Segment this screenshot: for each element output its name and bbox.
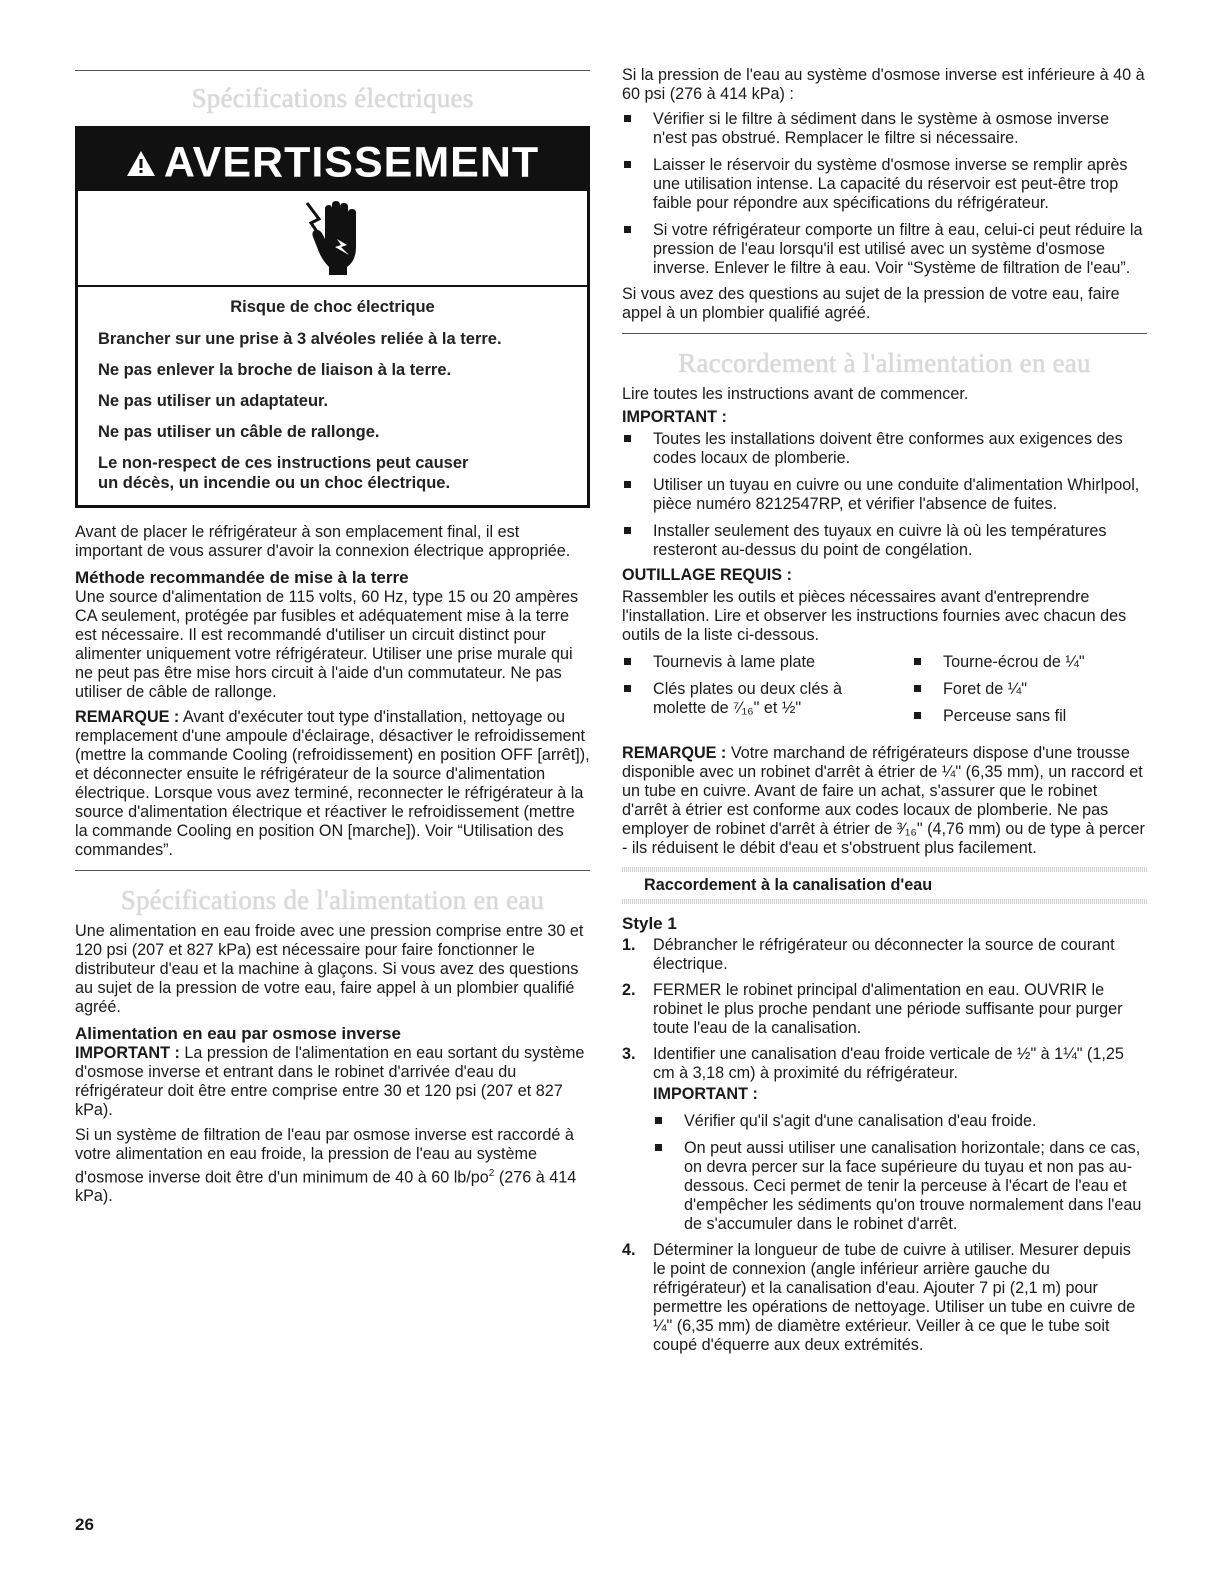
- ro-text-part: Si un système de filtration de l'eau par osmose inverse est raccordé à votre alimentation en eau froide, la pression de l'eau au système d'osmose inverse doit être d'un minimum de 40 à 60 lb/po: [75, 1126, 574, 1187]
- step-item: [622, 936, 1147, 974]
- top-rule-left: [75, 70, 590, 71]
- list-item: Vérifier qu'il s'agit d'une canalisation d'eau froide.: [653, 1112, 1147, 1131]
- note-label: REMARQUE :: [75, 708, 180, 726]
- section-rule: [75, 870, 590, 871]
- section-title-water-supply: Spécifications de l'alimentation en eau: [120, 885, 545, 915]
- step-item: [622, 981, 1147, 1038]
- step-text: FERMER le robinet principal d'alimentation en eau. OUVRIR le robinet le plus proche pendant une période suffisante pour purger toute l'eau de la canalisation.: [653, 981, 1123, 1037]
- shock-hazard-area: [78, 191, 587, 287]
- section-title-electrical: Spécifications électriques: [191, 83, 474, 113]
- ro-text-superscript: 2: [488, 1168, 495, 1179]
- note-text: Avant d'exécuter tout type d'installation, nettoyage ou remplacement d'une ampoule d'éclairage, désactiver le refroidissement (mettre la commande Cooling (refroidissement) en position OFF [arrêt]), et déconnecter ensuite le réfrigérateur de la source d'alimentation électrique. Lorsque vous avez terminé, reconnecter le réfrigérateur à la source d'alimentation électrique et réactiver le refroidissement (mettre la commande Cooling en position ON [marche]). Voir “Utilisation des commandes”.: [75, 708, 590, 859]
- section-rule: [622, 333, 1147, 334]
- electrical-note: [75, 708, 590, 860]
- tools-list: [622, 653, 1147, 726]
- warning-line: Ne pas enlever la broche de liaison à la terre.: [98, 361, 452, 379]
- right-column: [622, 66, 1147, 1355]
- step3-important-label: IMPORTANT :: [653, 1085, 758, 1103]
- reverse-osmosis-heading: Alimentation en eau par osmose inverse: [75, 1024, 401, 1043]
- list-item: Toutes les installations doivent être conformes aux exigences des codes locaux de plomberie.: [622, 430, 1147, 468]
- electric-shock-hand-icon: [303, 199, 363, 284]
- warning-line: Brancher sur une prise à 3 alvéoles reliée à la terre.: [98, 330, 502, 348]
- pressure-outro: Si vous avez des questions au sujet de la pression de votre eau, faire appel à un plombier qualifié agréé.: [622, 285, 1120, 322]
- ro-text-part: (276 à 414 kPa).: [75, 1168, 577, 1206]
- step-text: Débrancher le réfrigérateur ou déconnecter la source de courant électrique.: [653, 936, 1115, 973]
- note-label: REMARQUE :: [622, 744, 727, 762]
- warning-line: un décès, un incendie ou un choc électrique.: [98, 474, 451, 492]
- grounding-text: Une source d'alimentation de 115 volts, 60 Hz, type 15 ou 20 ampères CA seulement, protégée par fusibles et adéquatement mise à la terre est nécessaire. Il est recommandé d'utiliser un circuit distinct pour alimenter uniquement votre réfrigérateur. Utiliser une prise murale qui ne peut pas être mise hors circuit à l'aide d'un commutateur. Ne pas utiliser de câble de rallonge.: [75, 588, 579, 701]
- step-text: Déterminer la longueur de tube de cuivre à utiliser. Mesurer depuis le point de connexion (angle inférieur arrière gauche du réfrigérateur) et la canalisation d'eau. Ajouter 7 pi (2,1 m) pour permettre les opérations de nettoyage. Utiliser un tube en cuivre de ¼" (6,35 mm) de diamètre extérieur. Veiller à ce que le tube soit coupé d'équerre aux deux extrémités.: [653, 1241, 1136, 1354]
- step-text: Identifier une canalisation d'eau froide verticale de ½" à 1¼" (1,25 cm à 3,18 cm) à proximité du réfrigérateur.: [653, 1045, 1124, 1082]
- step-number: 3.: [622, 1045, 636, 1063]
- kit-note: [622, 744, 1147, 858]
- left-column: [75, 70, 590, 1206]
- read-instructions: Lire toutes les instructions avant de commencer.: [622, 385, 969, 403]
- tools-label: OUTILLAGE REQUIS :: [622, 566, 792, 584]
- page-number: 26: [75, 1515, 94, 1534]
- warning-header: [78, 129, 587, 191]
- important-label: IMPORTANT :: [622, 408, 727, 426]
- electrical-intro: Avant de placer le réfrigérateur à son emplacement final, il est important de vous assurer d'avoir la connexion électrique appropriée.: [75, 523, 571, 560]
- list-item: Utiliser un tuyau en cuivre ou une conduite d'alimentation Whirlpool, pièce numéro 8212547RP, et vérifier l'absence de fuites.: [622, 476, 1147, 514]
- subsection-stripe: [622, 867, 1147, 872]
- list-item: Clés plates ou deux clés à molette de ⁷⁄₁₆" et ½": [622, 680, 912, 718]
- tools-list-left: [622, 653, 912, 726]
- connection-heading: Raccordement à la canalisation d'eau: [644, 876, 933, 894]
- warning-header-text: AVERTISSEMENT: [163, 138, 540, 187]
- list-item: Installer seulement des tuyaux en cuivre là où les températures resteront au-dessus du point de congélation.: [622, 522, 1147, 560]
- style-heading: Style 1: [622, 914, 677, 933]
- step-item: [622, 1045, 1147, 1234]
- step-item: [622, 1241, 1147, 1355]
- step-number: 4.: [622, 1241, 636, 1259]
- warning-box: [75, 126, 590, 508]
- tools-intro: Rassembler les outils et pièces nécessaires avant d'entreprendre l'installation. Lire et observer les instructions fournies avec chacun des outils de la liste ci-dessous.: [622, 588, 1127, 644]
- list-item: Tourne-écrou de ¼": [912, 653, 1147, 672]
- note-text: Votre marchand de réfrigérateurs dispose d'une trousse disponible avec un robinet d'arrêt à étrier de ¼" (6,35 mm), un raccord et un tube en cuivre. Avant de faire un achat, s'assurer que le robinet d'arrêt à étrier est conforme aux codes locaux de plomberie. Ne pas employer de robinet d'arrêt à étrier de ³⁄₁₆" (4,76 mm) ou de type à percer - ils réduisent le débit d'eau et s'obstruent plus facilement.: [622, 744, 1145, 857]
- list-item: Laisser le réservoir du système d'osmose inverse se remplir après une utilisation intense. La capacité du réservoir est peut-être trop faible pour répondre aux spécifications du réfrigérateur.: [622, 156, 1147, 213]
- pressure-bullet-list: [622, 110, 1147, 278]
- warning-line-title: Risque de choc électrique: [230, 298, 435, 316]
- step-number: 2.: [622, 981, 636, 999]
- reverse-osmosis-important: [75, 1044, 590, 1120]
- important-bullet-list: [622, 430, 1147, 560]
- tools-list-right: [912, 653, 1147, 726]
- steps-list: [622, 936, 1147, 1355]
- step-number: 1.: [622, 936, 636, 954]
- list-item: Perceuse sans fil: [912, 707, 1147, 726]
- important-text: La pression de l'alimentation en eau sortant du système d'osmose inverse et entrant dans le robinet d'arrivée d'eau du réfrigérateur doit être entre comprise entre 30 et 120 psi (207 et 827 kPa).: [75, 1044, 585, 1119]
- list-item: Foret de ¼": [912, 680, 1147, 699]
- subsection-stripe: [622, 899, 1147, 904]
- warning-text: [78, 287, 587, 505]
- list-item: Si votre réfrigérateur comporte un filtre à eau, celui-ci peut réduire la pression de l'eau lorsqu'il est utilisé avec un système d'osmose inverse. Enlever le filtre à eau. Voir “Système de filtration de l'eau”.: [622, 221, 1147, 278]
- warning-line: Le non-respect de ces instructions peut causer: [98, 454, 469, 472]
- warning-line: Ne pas utiliser un adaptateur.: [98, 392, 329, 410]
- reverse-osmosis-text: [75, 1126, 590, 1206]
- water-supply-text: Une alimentation en eau froide avec une pression comprise entre 30 et 120 psi (207 et 827 kPa) est nécessaire pour faire fonctionner le distributeur d'eau et la machine à glaçons. Si vous avez des questions au sujet de la pression de votre eau, faire appel à un plombier qualifié agréé.: [75, 922, 584, 1016]
- section-title-water-connection: Raccordement à l'alimentation en eau: [678, 348, 1091, 378]
- pressure-intro: Si la pression de l'eau au système d'osmose inverse est inférieure à 40 à 60 psi (276 à 414 kPa) :: [622, 66, 1145, 103]
- list-item: Vérifier si le filtre à sédiment dans le système à osmose inverse n'est pas obstrué. Remplacer le filtre si nécessaire.: [622, 110, 1147, 148]
- warning-triangle-icon: [126, 132, 156, 194]
- warning-line: Ne pas utiliser un câble de rallonge.: [98, 423, 380, 441]
- list-item: On peut aussi utiliser une canalisation horizontale; dans ce cas, on devra percer sur la face supérieure du tuyau et non pas au-dessous. Ceci permet de tenir la perceuse à l'écart de l'eau et d'empêcher les sédiments qu'on trouve normalement dans l'eau de s'accumuler dans le robinet d'arrêt.: [653, 1139, 1147, 1234]
- grounding-heading: Méthode recommandée de mise à la terre: [75, 568, 409, 587]
- important-label: IMPORTANT :: [75, 1044, 180, 1062]
- step3-bullet-list: [653, 1112, 1147, 1234]
- list-item: Tournevis à lame plate: [622, 653, 912, 672]
